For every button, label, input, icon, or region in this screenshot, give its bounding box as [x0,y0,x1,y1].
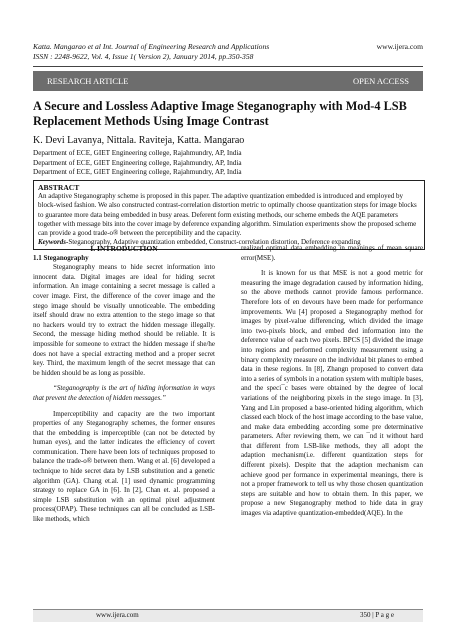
article-type: RESEARCH ARTICLE [47,76,129,86]
left-column [33,244,215,531]
article-banner [33,71,423,91]
author-list: K. Devi Lavanya, Nittala. Raviteja, Katta. Mangarao [33,135,245,146]
access-label: OPEN ACCESS [353,76,409,86]
affiliation: Department of ECE, GIET Engineering college, Rajahmundry, AP, India [33,158,242,167]
paper-title: A Secure and Lossless Adaptive Image Steganography with Mod-4 LSB Replacement Methods Using Image Contrast [33,99,407,128]
abstract-box [33,180,425,250]
affiliations [33,149,242,178]
affiliation: Department of ECE, GIET Engineering college, Rajahmundry, AP, India [33,149,242,157]
header-divider [33,66,423,67]
issn-line: ISSN : 2248-9622, Vol. 4, Issue 1( Version 2), January 2014, pp.350-358 [33,52,254,61]
affiliation: Department of ECE, GIET Engineering college, Rajahmundry, AP, India [33,168,242,177]
header-website[interactable]: www.ijera.com [376,42,423,51]
keywords-text: Steganography, Adaptive quantization embedded, Construct-correlation distortion, Deference expanding [68,238,361,247]
section-heading: I. INTRODUCTION [90,244,158,253]
footer-website[interactable]: www.ijera.com [96,611,139,619]
subsection-heading: 1.1 Steganography [33,253,89,262]
paragraph: Steganography means to hide secret information into innocent data. Digital images are ideal for hiding secret information. An image containing a secret message is called a cover image. First, the difference of the cover image and the stego image should be visually unnoticeable. The embedding itself should draw no extra attention to the stego image so that no hackers would try to extract the hidden message illegally. Second, the message hiding method should be reliable. It is impossible for someone to extract the hidden message if she/he does not have a special extracting method and a proper secret key. Third, the maximum length of the secret message that can be hidden should be as long as possible. [33,263,215,377]
quote: “Steganography is the art of hiding information in ways that prevent the detection of hidden messages.” [33,384,215,402]
journal-citation: Katta. Mangarao et al Int. Journal of Engineering Research and Applications [33,42,270,51]
right-column [241,244,423,525]
page-number: 350 | P a g e [360,611,394,619]
paragraph: It is known for us that MSE is not a good metric for measuring the image degradation caused by information hiding, so the above methods cannot provide famous performance. Therefore lots of en devours have been made for performance improvements. Wu [4] proposed a Steganography method for images by pixel-value differencing, which divided the image into two-pixels block, and embed ded information into the deference value of each two pixels. BPCS [5] divided the image into regions and performed complexity measurement using a binary complexity measure on the individual bit planes to embed data in these regions. In [8], Zhangn proposed to convert data into a series of symbols in a notation system with multiple bases, and the speci¯c bases were obtained by the degree of local variations of the neighboring pixels in the stego image. In [3], Yang and Lin proposed a base-oriented hiding algorithm, which classed each block of the host image according to the base value, and make data embedding according some pre determinative parameters. After reviewing them, we can ¯nd it without hard that different from LSB-like methods, they all adopt the adaption mechanism(i.e. different quantization steps for different pixels). Despite that the adaption mechanism can achieve good per formance in experimental meanings, there is not a proper framework to tell us why those chosen quantization steps are suitable and how to obtain them. In this paper, we propose a new Steganography method to hide data in gray images via adaptive quantization-embedded(AQE). In the [241,269,423,518]
running-header [33,42,423,62]
abstract-heading: ABSTRACT [38,183,80,192]
abstract-body: An adaptive Steganography scheme is proposed in this paper. The adaptive quantization embedded is introduced and employed by block-wised fashion. We also constructed contrast-correlation distortion metric to optimally choose quantization steps for image blocks to guarantee more data being embedded in busy areas. Deferent form existing methods, our scheme embeds the AQE parameters together with message bits into the cover image by deference expanding algorithm. Simulation experiments show the proposed scheme can provide a good trade-o® between the perceptibility and the capacity. [38,192,417,238]
keywords-label: Keywords- [38,238,69,247]
paragraph: Imperceptibility and capacity are the two important properties of any Steganography schemes, the former ensures that the embedding is imperceptible (can not be detected by human eyes), and the latter indicates the efficiency of covert communication. There have been lots of techniques proposed to balance the trade-o® between them. Wang et al. [6] developed a technique to hide secret data by LSB substitution and a genetic algorithm (GA). Chang et.al. [1] used dynamic programming strategy to replace GA in [6]. In [2], Chan et. al. proposed a simple LSB substitution with an optimal pixel adjustment process(OPAP). These techniques can all be concluded as LSB-like methods, which [33,409,215,524]
paragraph: realized optimal data embedding in meanings of mean square error(MSE). [241,244,423,262]
